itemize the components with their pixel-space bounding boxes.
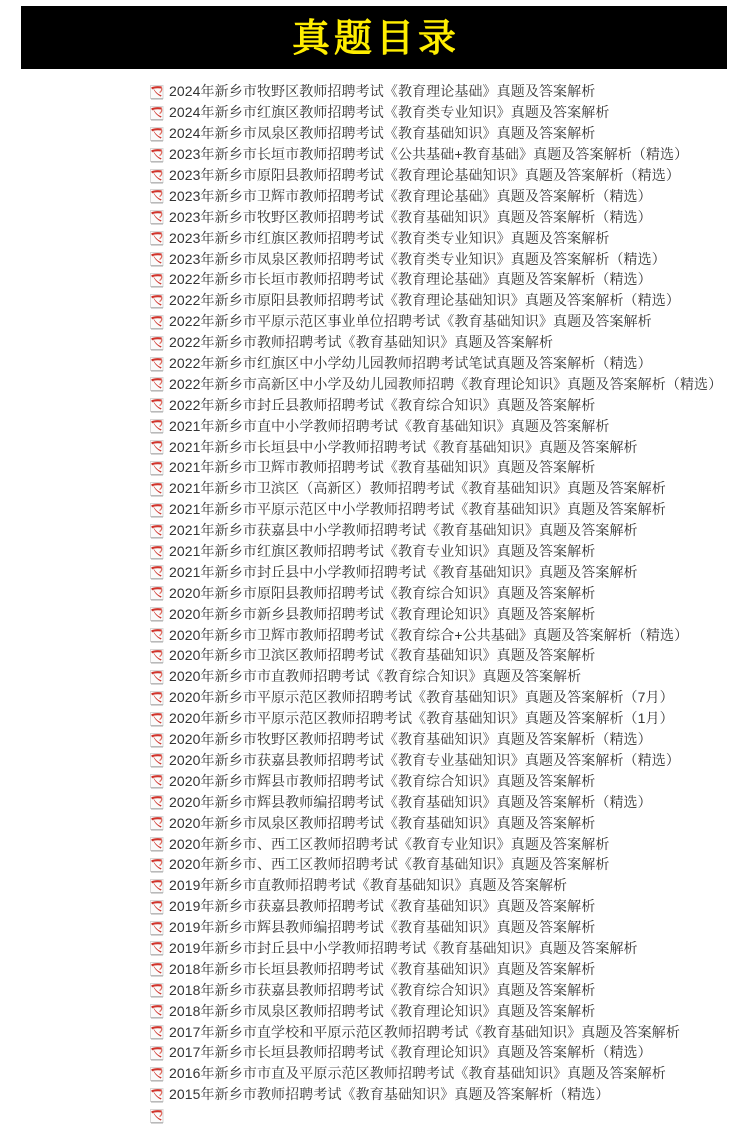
- list-item-label: 2020年新乡市市直教师招聘考试《教育综合知识》真题及答案解析: [169, 668, 582, 685]
- list-item-label: 2021年新乡市卫滨区（高新区）教师招聘考试《教育基础知识》真题及答案解析: [169, 480, 666, 497]
- pdf-file-icon: [150, 106, 164, 121]
- list-item-label: 2021年新乡市直中小学教师招聘考试《教育基础知识》真题及答案解析: [169, 417, 610, 434]
- list-item[interactable]: [150, 248, 730, 269]
- list-item[interactable]: [150, 687, 730, 708]
- list-item[interactable]: [150, 353, 730, 374]
- list-item[interactable]: [150, 436, 730, 457]
- list-item[interactable]: [150, 227, 730, 248]
- list-item-label: 2020年新乡市卫滨区教师招聘考试《教育基础知识》真题及答案解析: [169, 647, 596, 664]
- pdf-file-icon: [150, 231, 164, 246]
- pdf-file-icon: [150, 1109, 164, 1124]
- pdf-file-icon: [150, 879, 164, 894]
- list-item-partial[interactable]: [150, 1105, 730, 1126]
- list-item-label: 2021年新乡市获嘉县中小学教师招聘考试《教育基础知识》真题及答案解析: [169, 522, 638, 539]
- list-item[interactable]: [150, 708, 730, 729]
- list-item-label: 2019年新乡市辉县教师编招聘考试《教育基础知识》真题及答案解析: [169, 919, 596, 936]
- list-item-label: 2018年新乡市凤泉区教师招聘考试《教育理论知识》真题及答案解析: [169, 1002, 596, 1019]
- list-item[interactable]: [150, 144, 730, 165]
- list-item[interactable]: [150, 896, 730, 917]
- list-item[interactable]: [150, 979, 730, 1000]
- pdf-file-icon: [150, 85, 164, 100]
- list-item-label: 2020年新乡市辉县市教师招聘考试《教育综合知识》真题及答案解析: [169, 772, 596, 789]
- pdf-file-icon: [150, 586, 164, 601]
- list-item-label: 2023年新乡市卫辉市教师招聘考试《教育理论基础》真题及答案解析（精选）: [169, 187, 652, 204]
- list-item[interactable]: [150, 750, 730, 771]
- pdf-file-icon: [150, 983, 164, 998]
- list-item[interactable]: [150, 1021, 730, 1042]
- pdf-file-icon: [150, 357, 164, 372]
- list-item[interactable]: [150, 541, 730, 562]
- page-title: 真题目录: [291, 14, 460, 60]
- pdf-file-icon: [150, 482, 164, 497]
- list-item-label: 2019年新乡市封丘县中小学教师招聘考试《教育基础知识》真题及答案解析: [169, 939, 638, 956]
- list-item[interactable]: [150, 520, 730, 541]
- pdf-file-icon: [150, 252, 164, 267]
- list-item[interactable]: [150, 499, 730, 520]
- list-item-label: 2022年新乡市教师招聘考试《教育基础知识》真题及答案解析: [169, 334, 554, 351]
- list-item[interactable]: [150, 290, 730, 311]
- pdf-file-icon: [150, 336, 164, 351]
- pdf-file-icon: [150, 628, 164, 643]
- list-item-label: 2022年新乡市封丘县教师招聘考试《教育综合知识》真题及答案解析: [169, 396, 596, 413]
- pdf-file-icon: [150, 545, 164, 560]
- list-item-label: 2023年新乡市凤泉区教师招聘考试《教育类专业知识》真题及答案解析（精选）: [169, 250, 666, 267]
- pdf-file-icon: [150, 962, 164, 977]
- pdf-file-icon: [150, 921, 164, 936]
- list-item[interactable]: [150, 770, 730, 791]
- page-header-banner: [21, 6, 727, 69]
- list-item-label: 2017年新乡市直学校和平原示范区教师招聘考试《教育基础知识》真题及答案解析: [169, 1023, 680, 1040]
- list-item-label: 2022年新乡市平原示范区事业单位招聘考试《教育基础知识》真题及答案解析: [169, 313, 652, 330]
- pdf-file-icon: [150, 419, 164, 434]
- list-item-label: 2023年新乡市牧野区教师招聘考试《教育基础知识》真题及答案解析（精选）: [169, 208, 652, 225]
- list-item-label: 2020年新乡市、西工区教师招聘考试《教育专业知识》真题及答案解析: [169, 835, 610, 852]
- pdf-file-icon: [150, 795, 164, 810]
- list-item[interactable]: [150, 373, 730, 394]
- list-item-label: 2016年新乡市市直及平原示范区教师招聘考试《教育基础知识》真题及答案解析: [169, 1065, 666, 1082]
- list-item-label: 2020年新乡市辉县教师编招聘考试《教育基础知识》真题及答案解析（精选）: [169, 793, 652, 810]
- list-item-label: 2021年新乡市平原示范区中小学教师招聘考试《教育基础知识》真题及答案解析: [169, 501, 666, 518]
- list-item[interactable]: [150, 102, 730, 123]
- pdf-file-icon: [150, 858, 164, 873]
- pdf-file-icon: [150, 753, 164, 768]
- pdf-file-icon: [150, 733, 164, 748]
- list-item[interactable]: [150, 1063, 730, 1084]
- list-item-label: 2022年新乡市长垣市教师招聘考试《教育理论基础》真题及答案解析（精选）: [169, 271, 652, 288]
- list-item-label: 2019年新乡市直教师招聘考试《教育基础知识》真题及答案解析: [169, 877, 568, 894]
- pdf-file-icon: [150, 712, 164, 727]
- pdf-file-icon: [150, 1067, 164, 1082]
- list-item[interactable]: [150, 81, 730, 102]
- list-item[interactable]: [150, 645, 730, 666]
- pdf-file-icon: [150, 189, 164, 204]
- list-item-label: 2020年新乡市获嘉县教师招聘考试《教育专业基础知识》真题及答案解析（精选）: [169, 751, 680, 768]
- pdf-file-icon: [150, 273, 164, 288]
- list-item-label: 2023年新乡市原阳县教师招聘考试《教育理论基础知识》真题及答案解析（精选）: [169, 167, 680, 183]
- list-item-label: 2022年新乡市红旗区中小学幼儿园教师招聘考试笔试真题及答案解析（精选）: [169, 355, 652, 372]
- list-item-label: 2022年新乡市高新区中小学及幼儿园教师招聘《教育理论知识》真题及答案解析（精选）: [169, 375, 723, 392]
- pdf-file-icon: [150, 670, 164, 685]
- list-item-label: 2024年新乡市红旗区教师招聘考试《教育类专业知识》真题及答案解析: [169, 104, 610, 121]
- list-item-label: 2023年新乡市红旗区教师招聘考试《教育类专业知识》真题及答案解析: [169, 229, 610, 246]
- list-item[interactable]: [150, 1084, 730, 1105]
- list-item[interactable]: [150, 603, 730, 624]
- pdf-file-icon: [150, 837, 164, 852]
- pdf-file-icon: [150, 1025, 164, 1040]
- pdf-file-icon: [150, 1004, 164, 1019]
- pdf-file-icon: [150, 900, 164, 915]
- list-item[interactable]: [150, 833, 730, 854]
- list-item[interactable]: [150, 206, 730, 227]
- pdf-file-icon: [150, 1046, 164, 1061]
- list-item[interactable]: [150, 812, 730, 833]
- list-item-label: 2015年新乡市教师招聘考试《教育基础知识》真题及答案解析（精选）: [169, 1086, 610, 1103]
- pdf-file-icon: [150, 607, 164, 622]
- pdf-file-icon: [150, 377, 164, 392]
- list-item[interactable]: [150, 123, 730, 144]
- list-item[interactable]: [150, 457, 730, 478]
- list-item-label: 2020年新乡市原阳县教师招聘考试《教育综合知识》真题及答案解析: [169, 584, 596, 601]
- list-item-label: 2020年新乡市凤泉区教师招聘考试《教育基础知识》真题及答案解析: [169, 814, 596, 831]
- list-item-label: 2020年新乡市平原示范区教师招聘考试《教育基础知识》真题及答案解析（7月）: [169, 689, 674, 706]
- list-item-label: 2020年新乡市平原示范区教师招聘考试《教育基础知识》真题及答案解析（1月）: [169, 710, 674, 727]
- list-item-label: 2024年新乡市牧野区教师招聘考试《教育理论基础》真题及答案解析: [169, 83, 596, 100]
- pdf-file-icon: [150, 461, 164, 476]
- list-item-label: 2021年新乡市卫辉市教师招聘考试《教育基础知识》真题及答案解析: [169, 459, 596, 476]
- pdf-file-icon: [150, 691, 164, 706]
- list-item[interactable]: [150, 791, 730, 812]
- list-item[interactable]: [150, 666, 730, 687]
- list-item[interactable]: [150, 582, 730, 603]
- pdf-file-icon: [150, 941, 164, 956]
- pdf-file-icon: [150, 169, 164, 184]
- list-item-label: 2020年新乡市牧野区教师招聘考试《教育基础知识》真题及答案解析（精选）: [169, 731, 652, 748]
- list-item-label: 2020年新乡市新乡县教师招聘考试《教育理论知识》真题及答案解析: [169, 605, 596, 622]
- list-item-label: 2020年新乡市卫辉市教师招聘考试《教育综合+公共基础》真题及答案解析（精选）: [169, 626, 689, 643]
- pdf-file-icon: [150, 294, 164, 309]
- list-item[interactable]: [150, 311, 730, 332]
- list-item[interactable]: [150, 624, 730, 645]
- pdf-file-icon: [150, 148, 164, 163]
- list-item-label: 2022年新乡市原阳县教师招聘考试《教育理论基础知识》真题及答案解析（精选）: [169, 292, 680, 309]
- list-item-label: 2021年新乡市红旗区教师招聘考试《教育专业知识》真题及答案解析: [169, 543, 596, 560]
- list-item[interactable]: [150, 1000, 730, 1021]
- list-item[interactable]: [150, 729, 730, 750]
- list-item[interactable]: [150, 185, 730, 206]
- list-item-label: 2019年新乡市获嘉县教师招聘考试《教育基础知识》真题及答案解析: [169, 898, 596, 915]
- list-item[interactable]: [150, 394, 730, 415]
- list-item[interactable]: [150, 478, 730, 499]
- list-item[interactable]: [150, 165, 730, 186]
- pdf-file-icon: [150, 398, 164, 413]
- list-item-label: 2018年新乡市长垣县教师招聘考试《教育基础知识》真题及答案解析: [169, 960, 596, 977]
- list-item-label: 2021年新乡市封丘县中小学教师招聘考试《教育基础知识》真题及答案解析: [169, 563, 638, 580]
- pdf-file-icon: [150, 127, 164, 142]
- list-item-label: 2017年新乡市长垣县教师招聘考试《教育理论知识》真题及答案解析（精选）: [169, 1044, 652, 1061]
- pdf-file-icon: [150, 816, 164, 831]
- pdf-file-icon: [150, 565, 164, 580]
- pdf-file-icon: [150, 503, 164, 518]
- list-item[interactable]: [150, 332, 730, 353]
- list-item[interactable]: [150, 854, 730, 875]
- list-item-label: 2021年新乡市长垣县中小学教师招聘考试《教育基础知识》真题及答案解析: [169, 438, 638, 455]
- list-item[interactable]: [150, 875, 730, 896]
- list-item[interactable]: [150, 415, 730, 436]
- pdf-file-icon: [150, 524, 164, 539]
- list-item[interactable]: [150, 917, 730, 938]
- list-item-label: 2023年新乡市长垣市教师招聘考试《公共基础+教育基础》真题及答案解析（精选）: [169, 146, 689, 163]
- list-item[interactable]: [150, 958, 730, 979]
- pdf-file-icon: [150, 315, 164, 330]
- catalog-list: [150, 81, 730, 1126]
- pdf-file-icon: [150, 440, 164, 455]
- pdf-file-icon: [150, 210, 164, 225]
- list-item-label: 2024年新乡市凤泉区教师招聘考试《教育基础知识》真题及答案解析: [169, 125, 596, 142]
- list-item[interactable]: [150, 938, 730, 959]
- list-item-label: 2018年新乡市获嘉县教师招聘考试《教育综合知识》真题及答案解析: [169, 981, 596, 998]
- list-item[interactable]: [150, 561, 730, 582]
- pdf-file-icon: [150, 774, 164, 789]
- list-item-label: 2020年新乡市、西工区教师招聘考试《教育基础知识》真题及答案解析: [169, 856, 610, 873]
- pdf-file-icon: [150, 649, 164, 664]
- list-item[interactable]: [150, 1042, 730, 1063]
- pdf-file-icon: [150, 1088, 164, 1103]
- list-item[interactable]: [150, 269, 730, 290]
